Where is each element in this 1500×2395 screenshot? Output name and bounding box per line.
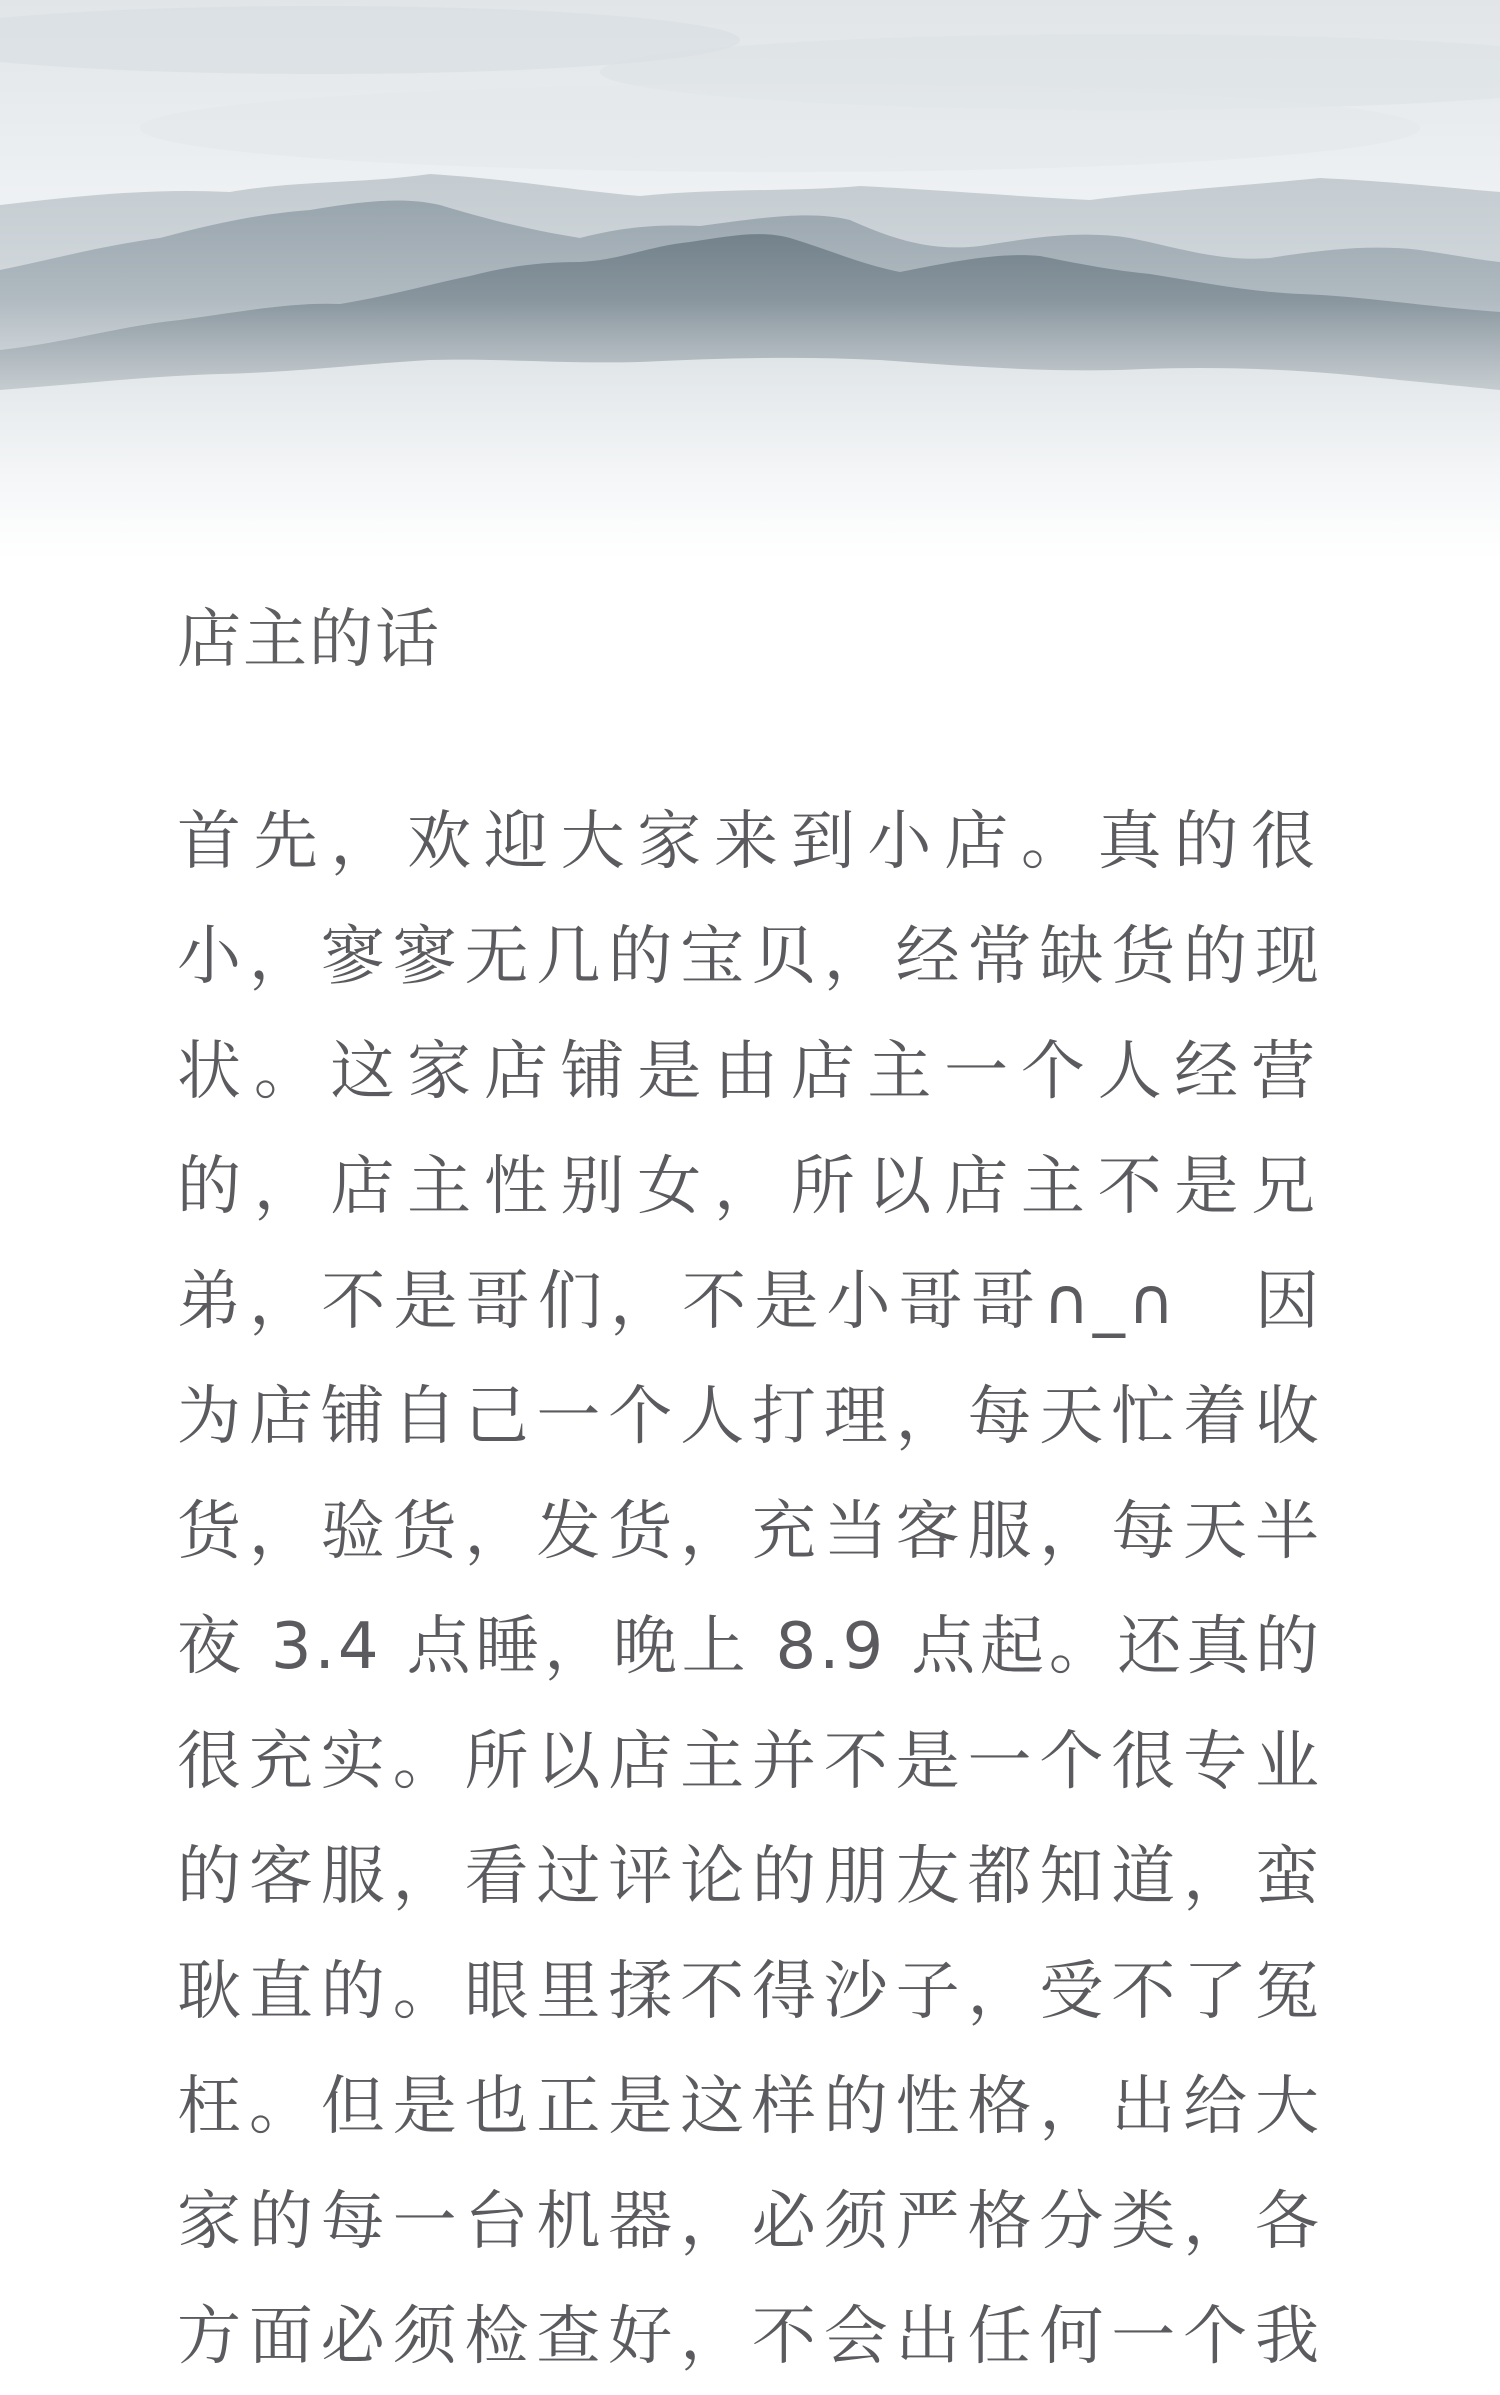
page-title: 店主的话: [177, 603, 441, 677]
article-line: 为店铺自己一个人打理，每天忙着收: [177, 1380, 1322, 1454]
article-line: 首先，欢迎大家来到小店。真的很: [177, 805, 1322, 879]
article-line: 状。这家店铺是由店主一个人经营: [177, 1035, 1322, 1109]
article-line: 小，寥寥无几的宝贝，经常缺货的现: [177, 920, 1322, 994]
article-line: 耿直的。眼里揉不得沙子，受不了冤: [177, 1955, 1322, 2029]
mountain-landscape-icon: [0, 0, 1500, 560]
article-body: [177, 785, 1322, 2374]
hero-landscape-image: [0, 0, 1500, 560]
article-line: 弟，不是哥们，不是小哥哥∩_∩ 因: [177, 1265, 1322, 1339]
article-line: 家的每一台机器，必须严格分类，各: [177, 2185, 1322, 2259]
article-line: 的客服，看过评论的朋友都知道，蛮: [177, 1840, 1322, 1914]
article-line: 夜 3.4 点睡，晚上 8.9 点起。还真的: [177, 1610, 1322, 1684]
article-line: 很充实。所以店主并不是一个很专业: [177, 1725, 1322, 1799]
article-line: 枉。但是也正是这样的性格，出给大: [177, 2070, 1322, 2144]
article-line: 方面必须检查好，不会出任何一个我: [177, 2300, 1322, 2374]
article-line: 货，验货，发货，充当客服，每天半: [177, 1495, 1322, 1569]
article-line: 的，店主性别女，所以店主不是兄: [177, 1150, 1322, 1224]
